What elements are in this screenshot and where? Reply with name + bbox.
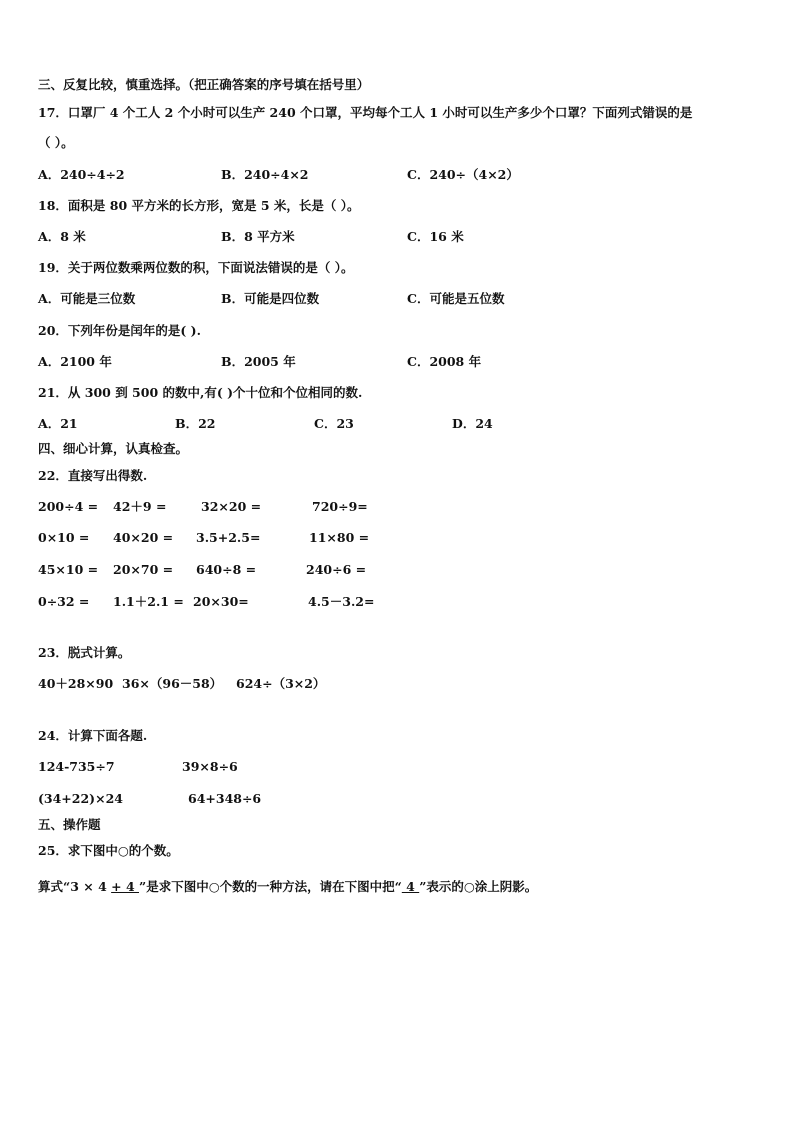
q25-desc-mid: ”是求下图中○个数的一种方法，请在下图中把“ <box>139 879 402 894</box>
q25-desc-underline-2: 4 <box>401 879 420 894</box>
q22-row2-col3: 3.5+2.5= <box>196 530 261 545</box>
section-3-title: 三、反复比较，慎重选择。（把正确答案的序号填在括号里） <box>38 77 370 92</box>
q17-stem-line1: 17．口罩厂 4 个工人 2 个小时可以生产 240 个口罩，平均每个工人 1 小时可以生产多少个口罩？下面列式错误的是 <box>38 105 693 120</box>
q22-row4-col2: 1.1＋2.1 = <box>113 594 184 609</box>
q19-option-c: C．可能是五位数 <box>407 291 505 306</box>
q24-item-2: 39×8÷6 <box>182 759 238 774</box>
q23-item-2: 36×（96－58） <box>122 676 223 691</box>
q22-row1-col3: 32×20 = <box>201 499 262 514</box>
q22-row3-col4: 240÷6 = <box>306 562 367 577</box>
q25-desc-prefix: 算式“3 × 4 <box>38 879 112 894</box>
section-4-title: 四、细心计算，认真检查。 <box>38 441 189 456</box>
q17-option-c: C．240÷（4×2） <box>407 167 519 182</box>
q25-desc-underline-1: + 4 <box>111 879 139 894</box>
q24-item-1: 124-735÷7 <box>38 759 115 774</box>
q19-stem: 19．关于两位数乘两位数的积，下面说法错误的是（ ）。 <box>38 260 354 275</box>
q20-stem: 20．下列年份是闰年的是( ). <box>38 323 201 338</box>
q19-option-b: B．可能是四位数 <box>221 291 320 306</box>
q22-row4-col3: 20×30= <box>193 594 249 609</box>
q23-item-1: 40＋28×90 <box>38 676 114 691</box>
q20-option-c: C．2008 年 <box>407 354 482 369</box>
q21-option-d: D．24 <box>452 416 493 431</box>
q22-row1-col4: 720÷9= <box>312 499 368 514</box>
section-5-title: 五、操作题 <box>38 817 101 832</box>
q22-row2-col2: 40×20 = <box>113 530 174 545</box>
q18-stem: 18．面积是 80 平方米的长方形，宽是 5 米，长是（ ）。 <box>38 198 360 213</box>
q22-stem: 22．直接写出得数. <box>38 468 148 483</box>
q19-option-a: A．可能是三位数 <box>38 291 136 306</box>
q17-option-b: B．240÷4×2 <box>221 167 309 182</box>
q22-row3-col2: 20×70 = <box>113 562 174 577</box>
q22-row3-col3: 640÷8 = <box>196 562 257 577</box>
q20-option-a: A．2100 年 <box>38 354 112 369</box>
q20-option-b: B．2005 年 <box>221 354 296 369</box>
q24-item-4: 64+348÷6 <box>188 791 262 806</box>
q24-item-3: (34+22)×24 <box>38 791 123 806</box>
q17-option-a: A．240÷4÷2 <box>38 167 125 182</box>
q24-stem: 24．计算下面各题. <box>38 728 148 743</box>
q23-stem: 23．脱式计算。 <box>38 645 131 660</box>
q22-row1-col1: 200÷4 = <box>38 499 99 514</box>
q25-desc-suffix: ”表示的○涂上阴影。 <box>419 879 538 894</box>
q21-option-c: C．23 <box>314 416 354 431</box>
q22-row2-col1: 0×10 = <box>38 530 90 545</box>
q21-stem: 21．从 300 到 500 的数中,有( )个十位和个位相同的数. <box>38 385 363 400</box>
q18-option-c: C．16 米 <box>407 229 464 244</box>
q25-stem: 25．求下图中○的个数。 <box>38 843 179 858</box>
q22-row3-col1: 45×10 = <box>38 562 99 577</box>
q22-row4-col4: 4.5－3.2= <box>308 594 375 609</box>
q18-option-b: B．8 平方米 <box>221 229 295 244</box>
q22-row1-col2: 42＋9 = <box>113 499 167 514</box>
q23-item-3: 624÷（3×2） <box>236 676 326 691</box>
q17-stem-line2: （ ）。 <box>38 135 74 150</box>
q25-description <box>38 879 537 895</box>
q22-row4-col1: 0÷32 = <box>38 594 90 609</box>
q21-option-a: A．21 <box>38 416 78 431</box>
q18-option-a: A．8 米 <box>38 229 86 244</box>
q21-option-b: B．22 <box>175 416 216 431</box>
q22-row2-col4: 11×80 = <box>309 530 370 545</box>
